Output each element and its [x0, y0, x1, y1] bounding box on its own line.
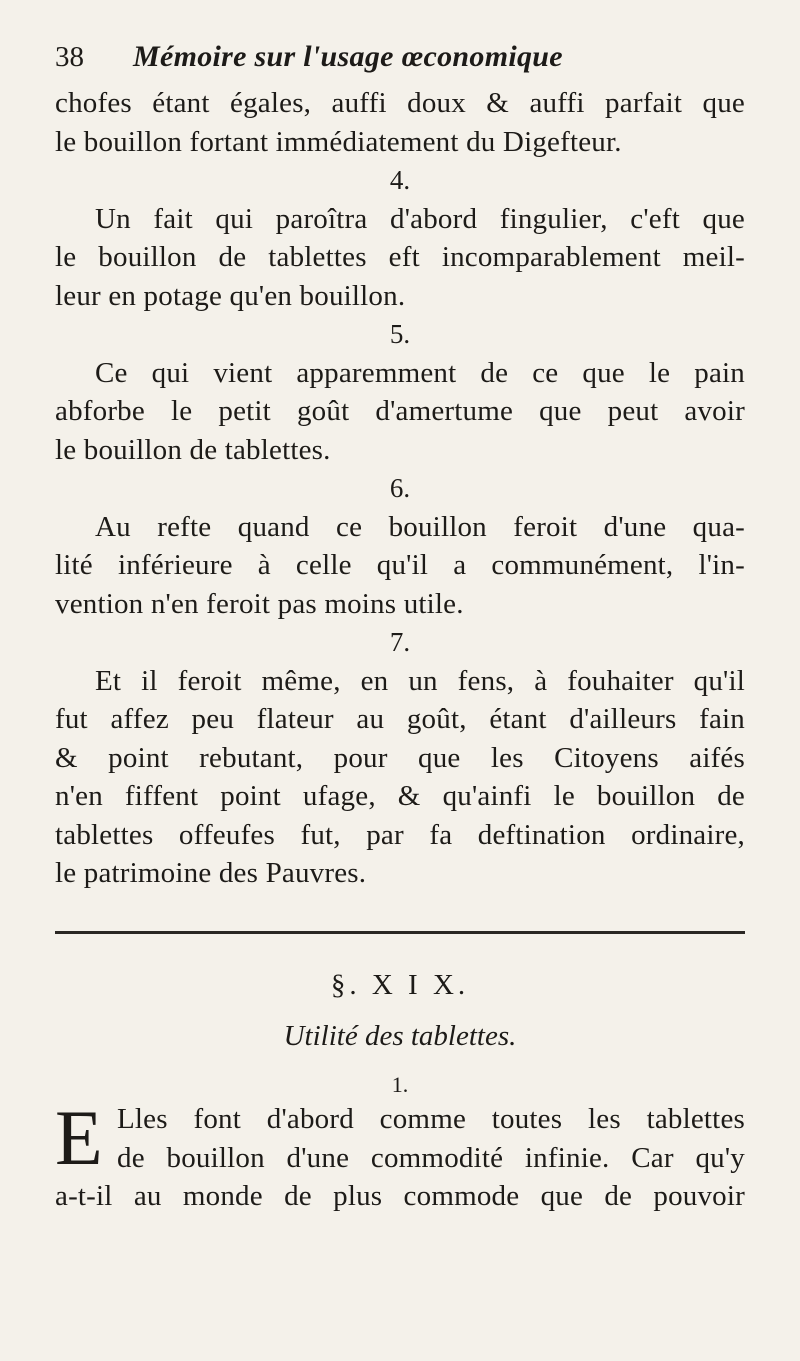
text-line: a-t-il au monde de plus commode que de pouvoir [55, 1180, 745, 1212]
text-line: abforbe le petit goût d'amertume que peut avoir [55, 395, 745, 427]
text-line: le bouillon de tablettes eft incomparablement meil- [55, 241, 745, 273]
paragraph-6 [55, 469, 745, 623]
paragraph-number: 4. [389, 165, 411, 195]
text-line: le bouillon de tablettes. [55, 433, 331, 466]
section-divider-rule [55, 931, 745, 934]
text-line: Et il feroit même, en un fens, à fouhaiter qu'il [95, 664, 745, 697]
text-line: Au refte quand ce bouillon feroit d'une qua- [95, 510, 745, 543]
page-number: 38 [55, 41, 84, 73]
text-line: & point rebutant, pour que les Citoyens aifés [55, 741, 745, 774]
paragraph-number: 7. [389, 627, 411, 657]
paragraph-number: 6. [389, 473, 411, 503]
paragraph-number: 5. [389, 319, 411, 349]
text-line: tablettes offeufes fut, par fa deftination ordinaire, [55, 818, 745, 851]
paragraph-4 [55, 161, 745, 315]
text-line: Lles font d'abord comme toutes les tablettes [117, 1103, 745, 1135]
section-subtitle: Utilité des tablettes. [283, 1020, 517, 1052]
paragraph-number: 1. [391, 1072, 409, 1097]
text-line: de bouillon d'une commodité infinie. Car qu'y [117, 1141, 745, 1174]
text-line: le patrimoine des Pauvres. [55, 857, 367, 889]
text-line: lité inférieure à celle qu'il a communément, l'in- [55, 549, 745, 581]
text-line: le bouillon fortant immédiatement du Digefteur. [55, 125, 622, 158]
paragraph-7 [55, 623, 745, 893]
text-line: leur en potage qu'en bouillon. [55, 279, 406, 312]
text-line: chofes étant égales, auffi doux & auffi parfait que [55, 87, 745, 119]
section-first-paragraph [55, 1094, 745, 1216]
section-heading: §. X I X. [330, 968, 470, 1001]
text-line: n'en fiffent point ufage, & qu'ainfi le bouillon de [55, 780, 745, 812]
text-line: Un fait qui paroîtra d'abord fingulier, c'eft que [95, 202, 745, 235]
text-line: Ce qui vient apparemment de ce que le pain [95, 356, 745, 389]
paragraph-5 [55, 315, 745, 469]
drop-cap: E [55, 1094, 103, 1181]
running-title: Mémoire sur l'usage œconomique [133, 40, 563, 73]
running-head [55, 40, 745, 80]
text-line: fut affez peu flateur au goût, étant d'ailleurs fain [55, 703, 745, 735]
text-line: vention n'en feroit pas moins utile. [55, 587, 464, 620]
paragraph-continuation [55, 84, 745, 161]
